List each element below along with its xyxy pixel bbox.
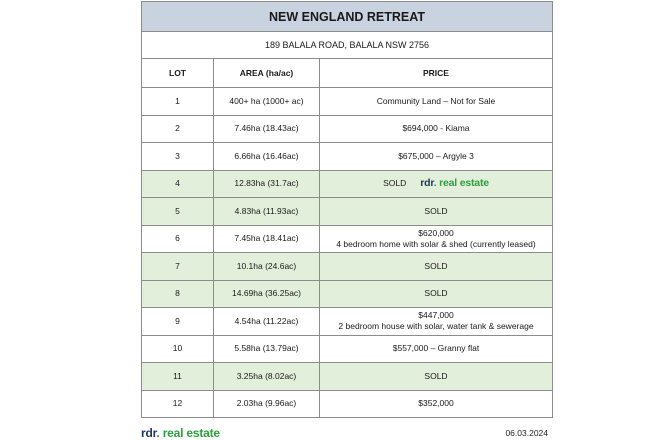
lot-area: 7.46ha (18.43ac) [214, 115, 320, 143]
price-line: SOLD [424, 205, 448, 216]
lot-rows [142, 88, 553, 418]
lot-price [320, 115, 553, 143]
price-line: SOLD [424, 370, 448, 381]
price-line: $694,000 - Kiama [402, 123, 470, 134]
price-list-sheet [141, 1, 552, 418]
price-line: $352,000 [418, 398, 454, 409]
lot-price [320, 390, 553, 418]
lot-price [320, 335, 553, 363]
price-line: $447,000 [418, 310, 454, 321]
table-row [142, 390, 553, 418]
lot-number: 11 [142, 363, 214, 391]
lot-number: 8 [142, 280, 214, 308]
table-row [142, 115, 553, 143]
price-line: SOLD [383, 178, 407, 189]
lot-price [320, 308, 553, 336]
price-line: SOLD [424, 288, 448, 299]
lot-price [320, 280, 553, 308]
column-header-lot: LOT [142, 59, 214, 88]
table-row [142, 225, 553, 253]
table-row [142, 143, 553, 171]
lot-number: 3 [142, 143, 214, 171]
page-title: NEW ENGLAND RETREAT [142, 2, 553, 32]
table-row [142, 253, 553, 281]
lot-area: 2.03ha (9.96ac) [214, 390, 320, 418]
price-description: 2 bedroom house with solar, water tank & sewerage [338, 321, 534, 332]
price-description: 4 bedroom home with solar & shed (currently leased) [336, 238, 536, 249]
lot-price [320, 143, 553, 171]
document-date: 06.03.2024 [505, 428, 548, 438]
lot-area: 400+ ha (1000+ ac) [214, 88, 320, 116]
lots-table [141, 1, 553, 418]
brand-real-estate-text: real estate [162, 426, 220, 440]
table-row [142, 198, 553, 226]
table-row [142, 170, 553, 198]
lot-number: 1 [142, 88, 214, 116]
agent-brand-logo [420, 178, 489, 189]
title-row [142, 2, 553, 32]
lot-number: 6 [142, 225, 214, 253]
lot-price [320, 198, 553, 226]
table-row [142, 308, 553, 336]
price-line: $557,000 – Granny flat [392, 343, 480, 354]
lot-price [320, 170, 553, 198]
lot-area: 7.45ha (18.41ac) [214, 225, 320, 253]
table-row [142, 280, 553, 308]
price-line: SOLD [424, 260, 448, 271]
lot-area: 4.83ha (11.93ac) [214, 198, 320, 226]
table-row [142, 363, 553, 391]
lot-number: 5 [142, 198, 214, 226]
lot-area: 14.69ha (36.25ac) [214, 280, 320, 308]
lot-price [320, 225, 553, 253]
lot-area: 3.25ha (8.02ac) [214, 363, 320, 391]
lot-number: 2 [142, 115, 214, 143]
brand-real-estate-text: real estate [439, 177, 489, 190]
lot-area: 4.54ha (11.22ac) [214, 308, 320, 336]
lot-number: 10 [142, 335, 214, 363]
column-header-price: PRICE [320, 59, 553, 88]
price-line: Community Land – Not for Sale [376, 95, 496, 106]
brand-rdr-text: rdr [141, 426, 157, 440]
column-header-row [142, 59, 553, 88]
table-row [142, 88, 553, 116]
table-row [142, 335, 553, 363]
price-line: $675,000 – Argyle 3 [398, 150, 474, 161]
lot-price [320, 253, 553, 281]
lot-number: 12 [142, 390, 214, 418]
lot-number: 9 [142, 308, 214, 336]
lot-number: 4 [142, 170, 214, 198]
lot-area: 5.58ha (13.79ac) [214, 335, 320, 363]
property-address: 189 BALALA ROAD, BALALA NSW 2756 [142, 32, 553, 59]
lot-area: 10.1ha (24.6ac) [214, 253, 320, 281]
lot-number: 7 [142, 253, 214, 281]
column-header-area: AREA (ha/ac) [214, 59, 320, 88]
address-row [142, 32, 553, 59]
lot-area: 6.66ha (16.46ac) [214, 143, 320, 171]
brand-dot: . [156, 426, 160, 440]
footer-brand-logo [141, 426, 220, 440]
price-line: $620,000 [418, 227, 454, 238]
lot-area: 12.83ha (31.7ac) [214, 170, 320, 198]
lot-price [320, 88, 553, 116]
lot-price [320, 363, 553, 391]
brand-rdr-text: rdr [420, 177, 434, 190]
sold-with-agent [383, 178, 489, 189]
brand-dot: . [433, 177, 437, 190]
